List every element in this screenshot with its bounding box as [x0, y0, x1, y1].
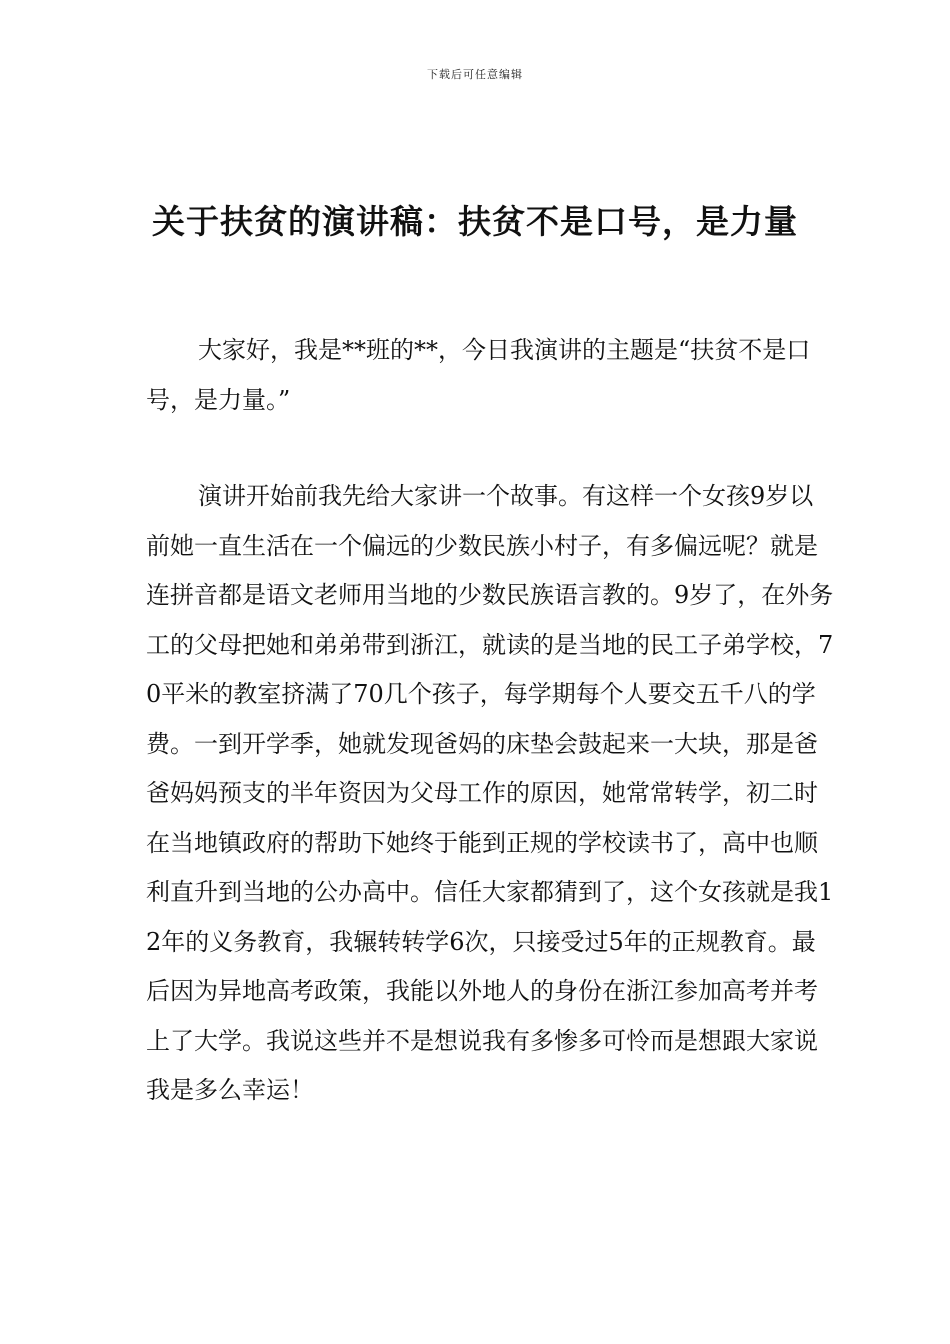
paragraph-story: 演讲开始前我先给大家讲一个故事。有这样一个女孩9岁以前她一直生活在一个偏远的少数民族小村子，有多偏远呢？就是连拼音都是语文老师用当地的少数民族语言教的。9岁了，在外务工的父母把她和弟弟带到浙江，就读的是当地的民工子弟学校，70平米的教室挤满了70几个孩子，每学期每个人要交五千八的学费。一到开学季，她就发现爸妈的床垫会鼓起来一大块，那是爸爸妈妈预支的半年资因为父母工作的原因，她常常转学，初二时在当地镇政府的帮助下她终于能到正规的学校读书了，高中也顺利直升到当地的公办高中。信任大家都猜到了，这个女孩就是我12年的义务教育，我辗转转学6次，只接受过5年的正规教育。最后因为异地高考政策，我能以外地人的身份在浙江参加高考并考上了大学。我说这些并不是想说我有多惨多可怜而是想跟大家说我是多么幸运！: [146, 482, 834, 1104]
document-title: 关于扶贫的演讲稿：扶贫不是口号，是力量: [152, 202, 798, 242]
paragraph-greeting: 大家好，我是**班的**，今日我演讲的主题是“扶贫不是口号，是力量。”: [146, 336, 811, 414]
header-note: 下载后可任意编辑: [427, 68, 523, 81]
